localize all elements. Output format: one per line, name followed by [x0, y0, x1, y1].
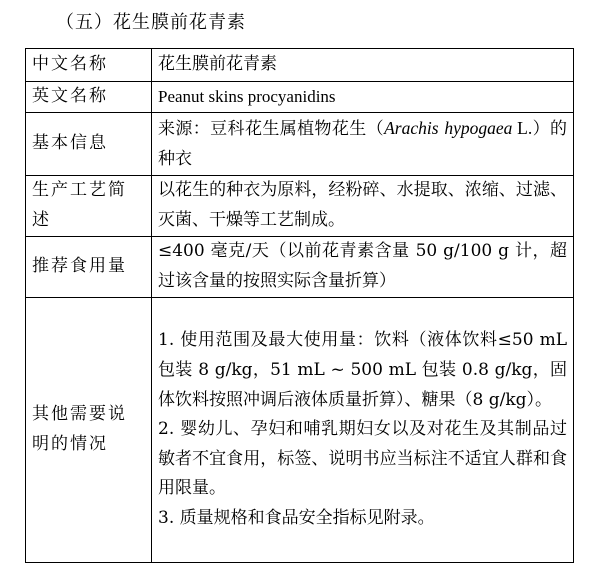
- table-row-dosage: [26, 237, 574, 298]
- latin-author: L.: [512, 117, 533, 138]
- section-heading: （五）花生膜前花青素: [56, 12, 246, 33]
- basic-info-label: 基本信息: [26, 113, 152, 176]
- basic-info-prefix: 来源：豆科花生属植物花生（: [158, 118, 385, 139]
- english-name-label: 英文名称: [26, 82, 152, 113]
- table-row-basic-info: [26, 113, 574, 176]
- basic-info-suffix: ）的种衣: [158, 118, 567, 169]
- process-label: 生产工艺简述: [26, 176, 152, 237]
- notes-label: 其他需要说明的情况: [26, 298, 152, 563]
- basic-info-value: [152, 113, 574, 176]
- latin-species: hypogaea: [444, 117, 513, 138]
- process-value: 以花生的种衣为原料，经粉碎、水提取、浓缩、过滤、灭菌、干燥等工艺制成。: [152, 176, 574, 237]
- latin-genus: Arachis: [384, 117, 439, 138]
- ingredient-info-table: [25, 48, 574, 563]
- notes-item-1: 1. 使用范围及最大使用量：饮料（液体饮料≤50 mL 包装 8 g/kg，51 mL ~ 500 mL 包装 0.8 g/kg，固体饮料按照冲调后液体质量折算）、糖果（8 g/kg）。: [158, 330, 567, 410]
- notes-item-3: 3. 质量规格和食品安全指标见附录。: [158, 507, 435, 528]
- chinese-name-value: 花生膜前花青素: [152, 49, 574, 82]
- table-row-process: [26, 176, 574, 237]
- english-name-value: Peanut skins procyanidins: [152, 82, 574, 113]
- chinese-name-label: 中文名称: [26, 49, 152, 82]
- table-row-english-name: [26, 82, 574, 113]
- dosage-value: ≤400 毫克/天（以前花青素含量 50 g/100 g 计，超过该含量的按照实际含量折算）: [152, 237, 574, 298]
- notes-item-2: 2. 婴幼儿、孕妇和哺乳期妇女以及对花生及其制品过敏者不宜食用，标签、说明书应当标注不适宜人群和食用限量。: [158, 419, 567, 499]
- table-row-notes: [26, 298, 574, 563]
- notes-value: [152, 298, 574, 563]
- dosage-label: 推荐食用量: [26, 237, 152, 298]
- table-row-chinese-name: [26, 49, 574, 82]
